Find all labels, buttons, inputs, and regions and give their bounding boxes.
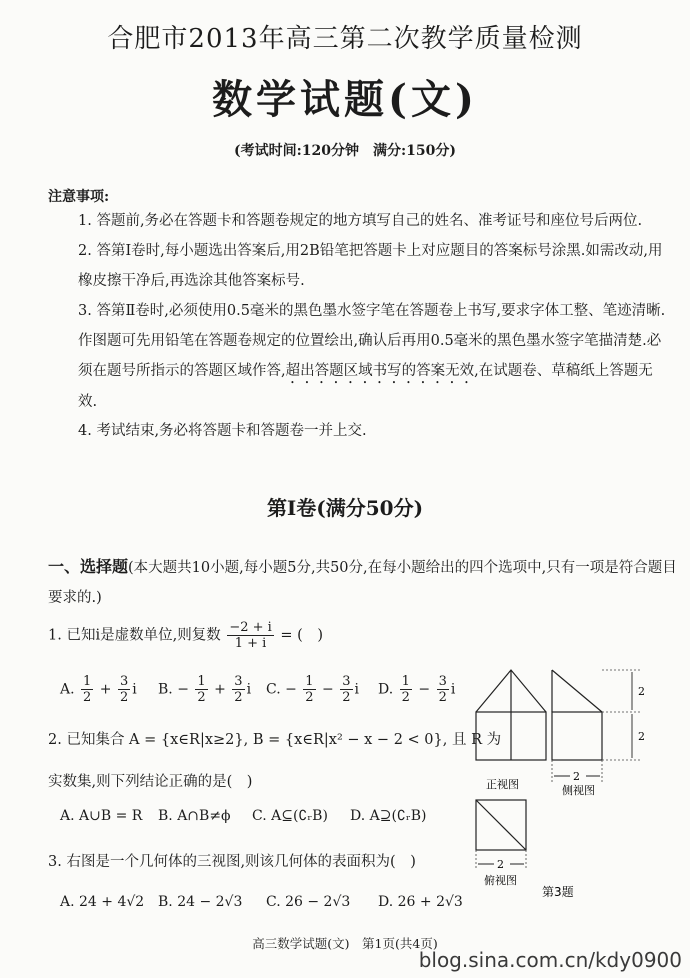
- q1-option-b: [158, 674, 251, 705]
- q1-c-d1: 2: [305, 690, 314, 705]
- notes-heading: 注意事项:: [48, 189, 110, 205]
- q1-tail: = ( ): [280, 627, 323, 644]
- q1-b-frac1: [195, 674, 207, 705]
- note-item-1: 1. 答题前,务必在答题卡和答题卷规定的地方填写自己的姓名、准考证号和座位号后两位.: [78, 213, 643, 229]
- note-item-4: 4. 考试结束,务必将答题卡和答题卷一并上交.: [78, 423, 367, 439]
- question-1: [48, 620, 323, 651]
- dim-upper-height: 2: [638, 685, 645, 698]
- front-view-shape: [476, 670, 546, 760]
- three-view-figure: [466, 660, 678, 900]
- q1-a-d1: 2: [83, 690, 92, 705]
- q1-d-frac1: [400, 674, 412, 705]
- front-view-label: 正视图: [486, 778, 519, 791]
- q3-option-a: A. 24 + 4√2: [60, 894, 145, 910]
- q1-a-n1: 1: [83, 674, 92, 689]
- q1-c-i: i: [354, 681, 359, 698]
- q1-b-frac2: [232, 674, 244, 705]
- figure-caption: 第3题: [542, 885, 574, 899]
- top-view-shape: [476, 800, 526, 850]
- question-2-line2: 实数集,则下列结论正确的是( ): [48, 774, 253, 790]
- q1-option-c: [266, 674, 359, 705]
- q1-a-i: i: [132, 681, 137, 698]
- watermark: blog.sina.com.cn/kdy0900: [418, 948, 682, 972]
- q1-a-frac2: [118, 674, 130, 705]
- q1-a-op: +: [99, 681, 112, 698]
- exam-header: 合肥市2013年高三第二次教学质量检测: [107, 24, 583, 54]
- q1-b-label: B. −: [158, 681, 189, 698]
- q1-numerator: −2 + i: [229, 620, 272, 635]
- q1-a-frac1: [81, 674, 93, 705]
- q1-a-n2: 3: [119, 674, 129, 689]
- q1-denominator: 1 + i: [234, 636, 267, 651]
- q1-c-n1: 1: [305, 674, 314, 689]
- section-desc: (本大题共10小题,每小题5分,共50分,在每小题给出的四个选项中,只有一项是符合题目要求的.): [48, 560, 677, 606]
- note-item-2: 2. 答第Ⅰ卷时,每小题选出答案后,用2B铅笔把答题卡上对应题目的答案标号涂黑.如需改动,用橡皮擦干净后,再选涂其他答案标号.: [78, 243, 663, 289]
- q1-b-n1: 1: [197, 674, 206, 689]
- q1-c-frac2: [340, 674, 352, 705]
- q1-b-i: i: [246, 681, 252, 698]
- question-2: 2. 已知集合 A = {x∈R|x≥2}, B = {x∈R|x² − x − 2 < 0}, 且 R 为: [48, 732, 502, 748]
- q1-b-d2: 2: [234, 690, 243, 705]
- section-heading: 一、选择题: [48, 557, 129, 576]
- dim-lower-height: 2: [638, 730, 645, 743]
- q1-d-frac2: [437, 674, 449, 705]
- top-view-label: 俯视图: [484, 874, 517, 887]
- q1-a-label: A.: [60, 681, 75, 698]
- exam-title: 数学试题(文): [212, 76, 478, 123]
- q1-d-d1: 2: [401, 690, 410, 705]
- q1-d-n2: 3: [438, 674, 447, 689]
- q1-d-label: D.: [378, 681, 394, 698]
- q1-b-op: +: [214, 681, 226, 698]
- q1-a-d2: 2: [119, 690, 129, 705]
- q1-c-d2: 2: [342, 690, 351, 705]
- question-3: 3. 右图是一个几何体的三视图,则该几何体的表面积为( ): [48, 854, 416, 870]
- part-title: 第Ⅰ卷(满分50分): [266, 496, 424, 520]
- side-view-shape: [552, 670, 602, 760]
- q1-d-n1: 1: [401, 674, 410, 689]
- q1-b-n2: 3: [234, 674, 243, 689]
- q1-option-a: [60, 674, 137, 705]
- q2-option-a: A. A∪B = R: [60, 808, 143, 824]
- dimension-arrows: [478, 672, 632, 864]
- note-item-3-emphasis: 超出答题区域书写的答案无效: [285, 363, 475, 379]
- q2-option-b: B. A∩B≠ϕ: [158, 808, 231, 824]
- q1-c-op: −: [322, 681, 334, 698]
- q1-b-d1: 2: [197, 690, 206, 705]
- dim-top-width: 2: [497, 858, 504, 871]
- q1-d-d2: 2: [438, 690, 447, 705]
- q2-option-c: C. A⊆(∁ᵣB): [252, 808, 328, 824]
- dim-side-width: 2: [573, 770, 580, 783]
- note-item-3: [78, 296, 668, 417]
- section-intro: [48, 552, 678, 613]
- q1-fraction: [227, 620, 273, 651]
- note-item-3-text: 3. 答第Ⅱ卷时,必须使用0.5毫米的黑色墨水签字笔在答题卷上书写,要求字体工整、笔迹清晰.作图题可先用铅笔在答题卷规定的位置绘出,确认后再用0.5毫米的黑色墨水签字笔描清楚.必须在题号所指示的答题区域作答,: [78, 303, 666, 379]
- q1-c-frac1: [303, 674, 315, 705]
- note-item-3-end: ,在试题卷、草稿纸上答题无效.: [78, 363, 653, 410]
- q3-option-d: D. 26 + 2√3: [378, 894, 463, 910]
- q3-option-b: B. 24 − 2√3: [158, 894, 243, 910]
- q2-option-d: D. A⊇(∁ᵣB): [350, 808, 427, 824]
- q1-option-d: [378, 674, 455, 705]
- exam-info: (考试时间:120分钟 满分:150分): [233, 143, 457, 159]
- q1-d-i: i: [450, 681, 456, 698]
- q1-stem: 1. 已知i是虚数单位,则复数: [48, 627, 221, 644]
- q1-d-op: −: [418, 681, 431, 698]
- side-view-label: 侧视图: [562, 784, 595, 797]
- q1-c-n2: 3: [342, 674, 351, 689]
- q3-option-c: C. 26 − 2√3: [266, 894, 351, 910]
- q1-c-label: C. −: [266, 681, 297, 698]
- page-footer: 高三数学试题(文) 第1页(共4页): [252, 936, 438, 951]
- dimension-guides: [476, 670, 642, 868]
